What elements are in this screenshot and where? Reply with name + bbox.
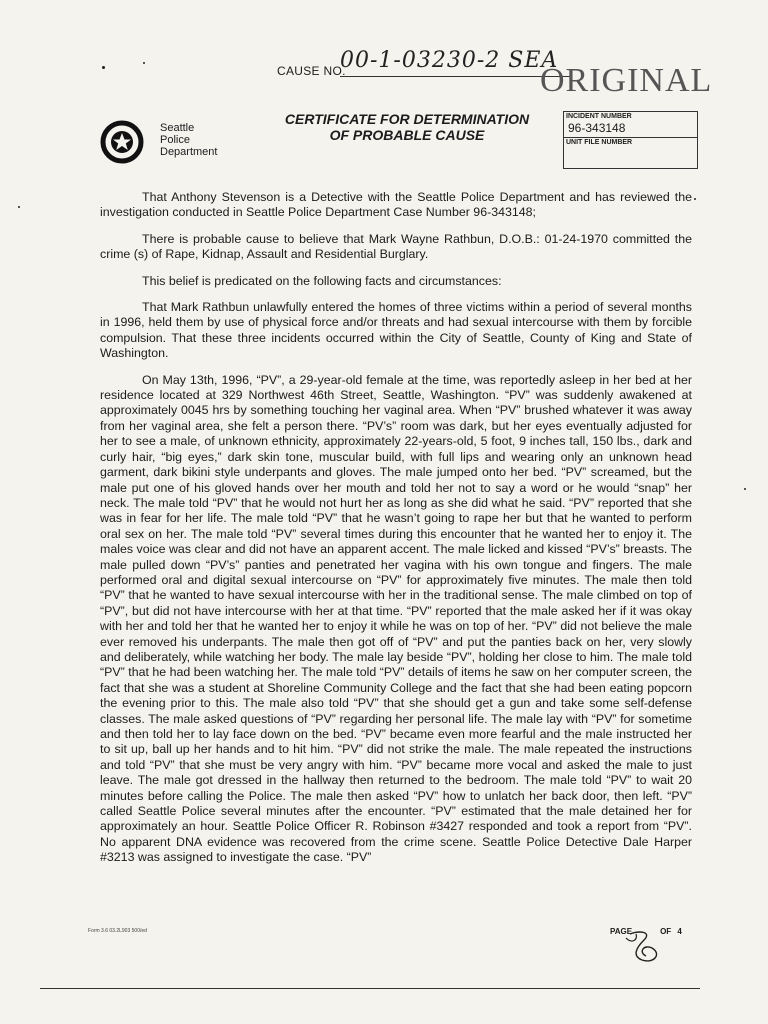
document-body [100,190,692,873]
seattle-police-badge-icon [100,120,144,164]
handwritten-page-number-icon [622,928,672,964]
scan-speck [744,488,746,490]
incident-number-label: INCIDENT NUMBER [566,113,632,120]
department-name [160,122,217,158]
department-line-3: Department [160,146,218,158]
department-line-2: Police [160,134,190,146]
paragraph-detective: That Anthony Stevenson is a Detective with the Seattle Police Department and has reviewed the investigation conducted in Seattle Police Department Case Number 96-343148; [100,190,692,220]
title-line-2: OF PROBABLE CAUSE [329,127,485,143]
paragraph-probable-cause: There is probable cause to believe that Mark Wayne Rathbun, D.O.B.: 01-24-1970 committed the crime (s) of Rape, Kidnap, Assault and Residential Burglary. [100,231,692,262]
page-of-label: OF [660,927,672,936]
bottom-rule [40,988,700,989]
unit-file-number-label: UNIT FILE NUMBER [566,139,633,146]
scan-speck [143,62,145,64]
document-title [262,111,552,143]
cause-number: 00-1-03230-2 SEA [340,48,570,77]
scan-speck [694,198,696,200]
incident-number-box [563,111,698,169]
scan-speck [18,206,20,208]
page-total: 4 [677,927,682,936]
form-code: Form 3.6 03.2L903 500/ed [88,928,147,934]
original-stamp: ORIGINAL [540,62,713,99]
title-line-1: CERTIFICATE FOR DETERMINATION [284,111,530,127]
scan-speck [102,66,105,69]
paragraph-incident-narrative: On May 13th, 1996, “PV”, a 29-year-old female at the time, was reportedly asleep in her bed at her residence located at 329 Northwest 46th Street, Seattle, Washington. “PV” was suddenly awakened at approximately 0045 hrs by something touching her vaginal area. When “PV” brushed whatever it was away from her vaginal area, she felt a person there. “PV’s” room was dark, but her eyes eventually adjusted for her to see a male, of unknown ethnicity, approximately 22-years-old, 5 foot, 9 inches tall, 150 lbs., dark and curly hair, “big eyes,” dark skin tone, muscular build, with full lips and wearing only an unknown head garment, dark bikini style underpants and gloves. The male jumped onto her bed. “PV” screamed, but the male put one of his gloved hands over her mouth and told her not to say a word or he would “snap” her neck. The male told “PV” that he would not hurt her as long as she did what he said. “PV” reported that she was in fear for her life. The male told “PV” that he wasn’t going to rape her but that he wanted to perform oral sex on her. The male told “PV” several times during this encounter that he wanted her to enjoy it. The males voice was clear and did not have an apparent accent. The male licked and kissed “PV’s” breasts. The male pulled down “PV’s” panties and penetrated her vagina with his own tongue and fingers. The male performed oral and digital sexual intercourse on “PV” for approximately five minutes. The male then told “PV” that he wanted to have sexual intercourse with her in the traditional sense. The male climbed on top of “PV”, but did not have intercourse with her at that time. “PV” reported that the male asked her if it was okay with her and told her that he wanted her to enjoy it while he was on top of her. “PV” did not believe the male ever removed his underpants. The male then got off of “PV” and put the panties back on her, very slowly and deliberately, while watching her body. The male lay beside “PV”, holding her close to him. The male told “PV” that he had been watching her. The male told “PV” details of items he saw on her computer screen, the fact that she was a student at Shoreline Community College and the fact that she had been eating popcorn the evening prior to this. The male also told “PV” that she should get a gun and take some self-defense classes. The male asked questions of “PV” regarding her personal life. The male lay with “PV” for sometime and then told her to lay face down on the bed. “PV” became even more fearful and the male instructed her to sit up, ball up her hands and to hit him. “PV” did not strike the male. The male repeated the instructions and told “PV” that she must be very angry with him. “PV” became more vocal and asked the male to just leave. The male got dressed in the hallway then returned to the bedroom. The male told “PV” to wait 20 minutes before calling the Police. The male then asked “PV” how to unlatch her back door, then left. “PV” called Seattle Police several minutes after the encounter. “PV” estimated that the male detained her for approximately an hour. Seattle Police Officer R. Robinson #3427 responded and took a report from “PV”. No apparent DNA evidence was recovered from the crime scene. Seattle Police Detective Dale Harper #3213 was assigned to investigate the case. “PV” [100,372,692,865]
department-line-1: Seattle [160,122,195,134]
page-label: PAGE [610,927,633,936]
paragraph-summary: That Mark Rathbun unlawfully entered the homes of three victims within a period of several months in 1996, held them by use of physical force and/or threats and had sexual intercourse with them by forcible compulsion. That these three incidents occurred within the City of Seattle, County of King and State of Washington. [100,300,692,361]
cause-label: CAUSE NO. [277,64,346,78]
paragraph-belief: This belief is predicated on the following facts and circumstances: [142,273,502,288]
incident-number-value: 96-343148 [568,121,626,135]
